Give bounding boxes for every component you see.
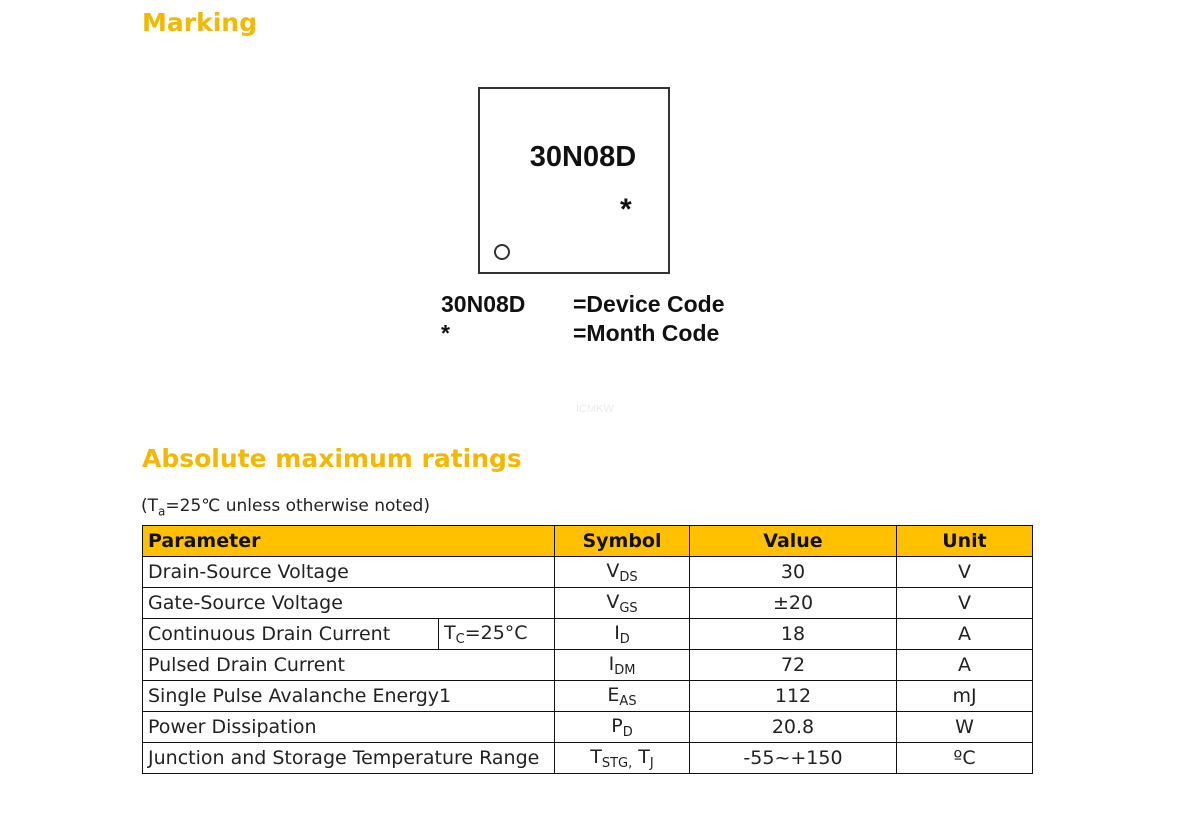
value-cell: 112 [690,681,897,712]
legend-key-device: 30N08D [441,291,526,317]
unit-cell: A [897,650,1033,681]
unit-cell: V [897,557,1033,588]
header-unit: Unit [897,526,1033,557]
watermark-text: ICMKW [576,403,614,415]
param-cell: Gate-Source Voltage [143,588,555,619]
symbol-cell: $V_{GS}$ [555,588,690,619]
table-row [143,557,1033,588]
symbol-cell: $E_{AS}$ [555,681,690,712]
condition-cell: $T_C=25^\circ C$ [439,619,555,650]
param-cell: Junction and Storage Temperature Range [143,743,555,774]
value-cell: 30 [690,557,897,588]
header-parameter: Parameter [143,526,555,557]
value-cell: 72 [690,650,897,681]
value-cell: 20.8 [690,712,897,743]
table-row [143,619,1033,650]
value-cell: ±20 [690,588,897,619]
param-cell: Pulsed Drain Current [143,650,555,681]
unit-cell: W [897,712,1033,743]
table-row [143,681,1033,712]
table-row [143,588,1033,619]
symbol-cell: $I_{DM}$ [555,650,690,681]
marking-heading: Marking [142,8,257,37]
table-row [143,650,1033,681]
param-cell: Drain-Source Voltage [143,557,555,588]
legend-key-month: * [441,320,450,346]
chip-month-mark: * [620,193,632,226]
unit-cell: mJ [897,681,1033,712]
param-cell: Single Pulse Avalanche Energy1 [143,681,555,712]
symbol-cell: $I_D$ [555,619,690,650]
value-cell: -55~+150 [690,743,897,774]
symbol-cell: $V_{DS}$ [555,557,690,588]
legend-desc-month: =Month Code [573,320,720,346]
table-row [143,743,1033,774]
ratings-table [142,525,1033,774]
chip-device-code: 30N08D [529,141,637,173]
value-cell: 18 [690,619,897,650]
table-header-row [143,526,1033,557]
symbol-cell: $P_D$ [555,712,690,743]
unit-cell: A [897,619,1033,650]
ratings-heading: Absolute maximum ratings [142,444,522,473]
conditions-note: ($T_a=25℃$ unless otherwise noted) [141,496,430,519]
unit-cell: V [897,588,1033,619]
unit-cell: ºC [897,743,1033,774]
symbol-cell: $T_{STG,}$ $T_J$ [555,743,690,774]
header-symbol: Symbol [555,526,690,557]
param-cell: Power Dissipation [143,712,555,743]
legend-desc-device: =Device Code [573,291,725,317]
table-row [143,712,1033,743]
header-value: Value [690,526,897,557]
pin1-circle-icon [494,244,510,260]
chip-marking-diagram [478,87,670,274]
param-cell: Continuous Drain Current [143,619,439,650]
